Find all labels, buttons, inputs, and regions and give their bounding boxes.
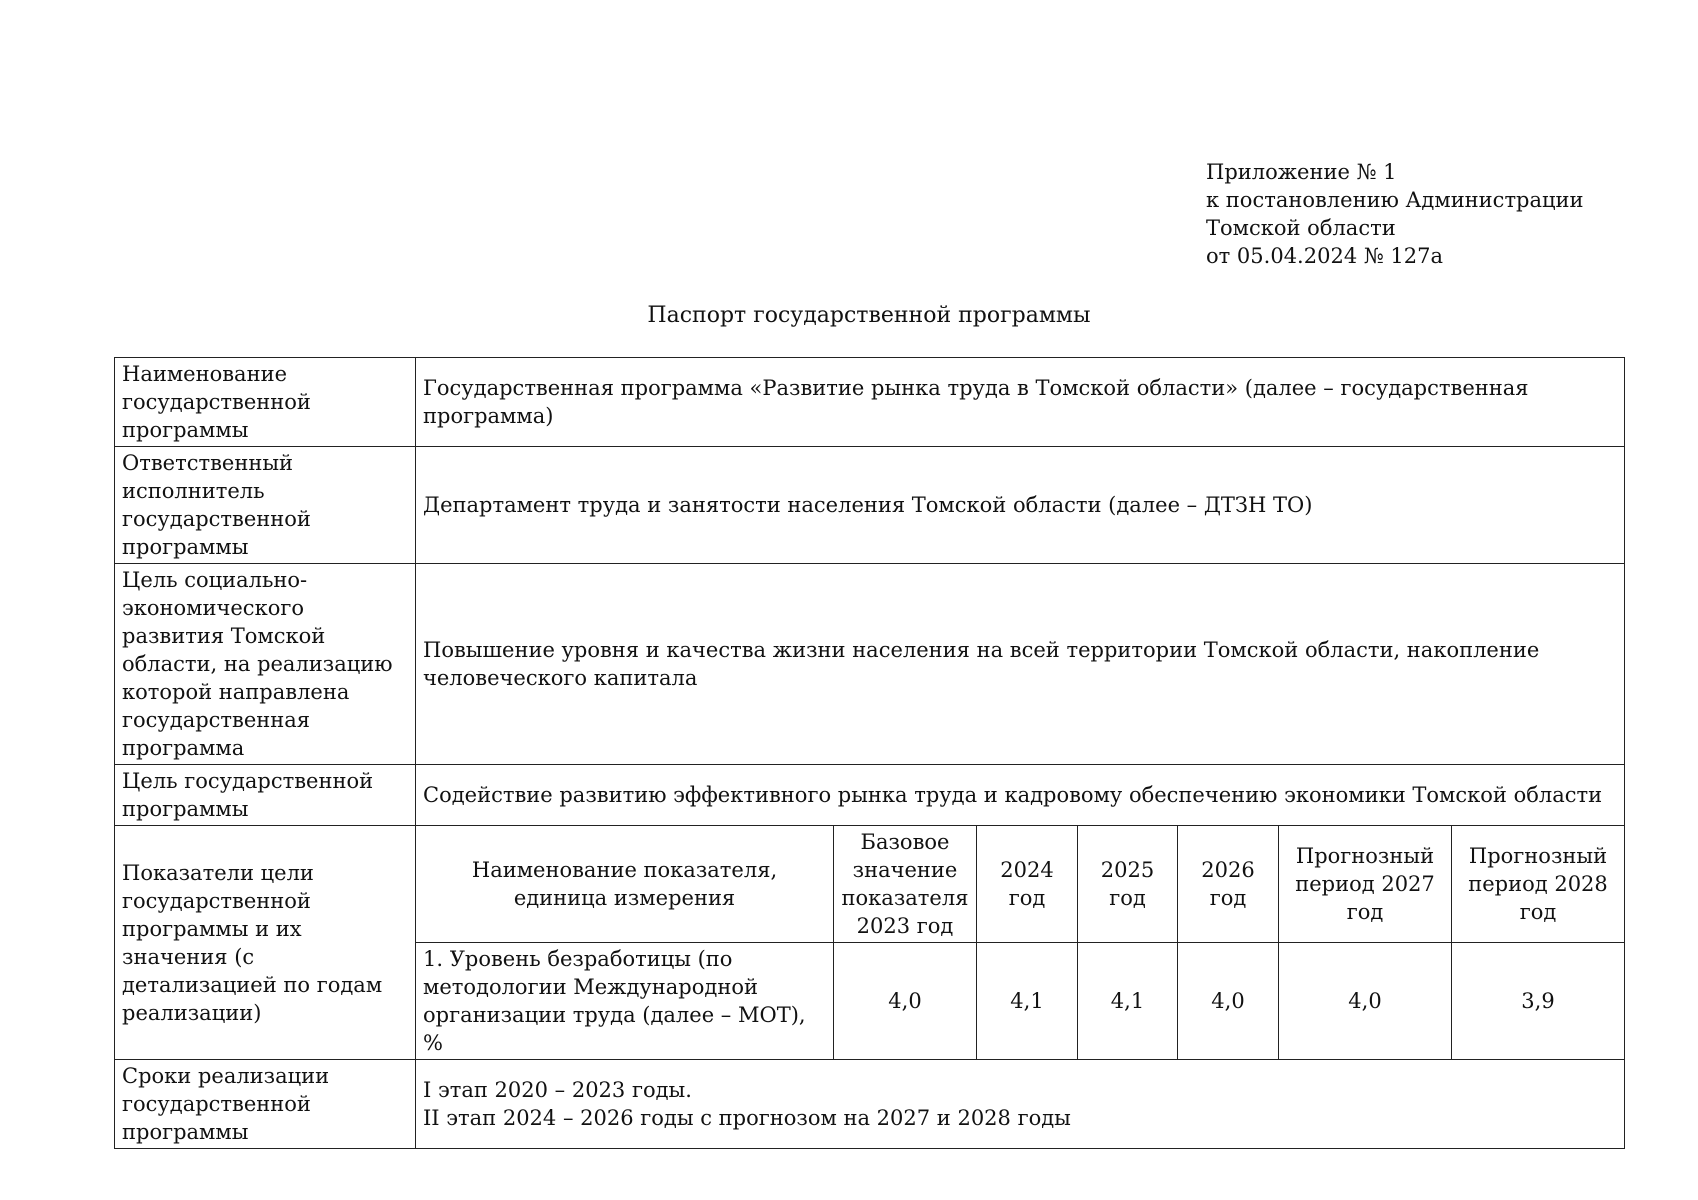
appendix-line-3: Томской области: [1206, 216, 1396, 240]
row-socio-goal: [115, 564, 1625, 765]
program-goal-label: Цель государственной программы: [115, 765, 416, 826]
row-responsible: [115, 447, 1625, 564]
program-name-label: Наименование государственной программы: [115, 358, 416, 447]
socio-goal-value: Повышение уровня и качества жизни населения на всей территории Томской области, накопление человеческого капитала: [416, 564, 1625, 765]
row-program-name: [115, 358, 1625, 447]
program-name-value: Государственная программа «Развитие рынка труда в Томской области» (далее – государственная программа): [416, 358, 1625, 447]
indicator-1-2024: 4,1: [977, 943, 1078, 1060]
row-indicators-header: [115, 826, 1625, 943]
terms-stage-2: II этап 2024 – 2026 годы с прогнозом на 2027 и 2028 годы: [423, 1106, 1071, 1130]
program-goal-value: Содействие развитию эффективного рынка труда и кадровому обеспечению экономики Томской области: [416, 765, 1625, 826]
terms-value: [416, 1060, 1625, 1149]
row-terms: [115, 1060, 1625, 1149]
indicator-1-2025: 4,1: [1078, 943, 1178, 1060]
passport-table: [114, 357, 1625, 1149]
appendix-line-4: от 05.04.2024 № 127а: [1206, 244, 1443, 268]
socio-goal-label: Цель социально-экономического развития Томской области, на реализацию которой направлена государственная программа: [115, 564, 416, 765]
appendix-line-1: Приложение № 1: [1206, 160, 1397, 184]
indicators-header-name: Наименование показателя, единица измерения: [416, 826, 834, 943]
indicator-1-base: 4,0: [834, 943, 977, 1060]
indicators-header-2028: Прогнозный период 2028 год: [1452, 826, 1625, 943]
indicators-header-base: Базовое значение показателя 2023 год: [834, 826, 977, 943]
terms-stage-1: I этап 2020 – 2023 годы.: [423, 1078, 692, 1102]
indicators-header-2026: 2026 год: [1178, 826, 1279, 943]
terms-label: Сроки реализации государственной программы: [115, 1060, 416, 1149]
indicator-1-name: 1. Уровень безработицы (по методологии Международной организации труда (далее – МОТ), %: [416, 943, 834, 1060]
appendix-line-2: к постановлению Администрации: [1206, 188, 1584, 212]
appendix-block: [1206, 158, 1584, 270]
indicators-header-2025: 2025 год: [1078, 826, 1178, 943]
indicator-1-2026: 4,0: [1178, 943, 1279, 1060]
row-program-goal: [115, 765, 1625, 826]
responsible-label: Ответственный исполнитель государственной программы: [115, 447, 416, 564]
indicators-header-2027: Прогнозный период 2027 год: [1279, 826, 1452, 943]
indicators-label: Показатели цели государственной программы и их значения (с детализацией по годам реализации): [115, 826, 416, 1060]
indicator-1-2028: 3,9: [1452, 943, 1625, 1060]
document-title: Паспорт государственной программы: [647, 303, 1091, 328]
responsible-value: Департамент труда и занятости населения Томской области (далее – ДТЗН ТО): [416, 447, 1625, 564]
indicator-1-2027: 4,0: [1279, 943, 1452, 1060]
indicators-header-2024: 2024 год: [977, 826, 1078, 943]
